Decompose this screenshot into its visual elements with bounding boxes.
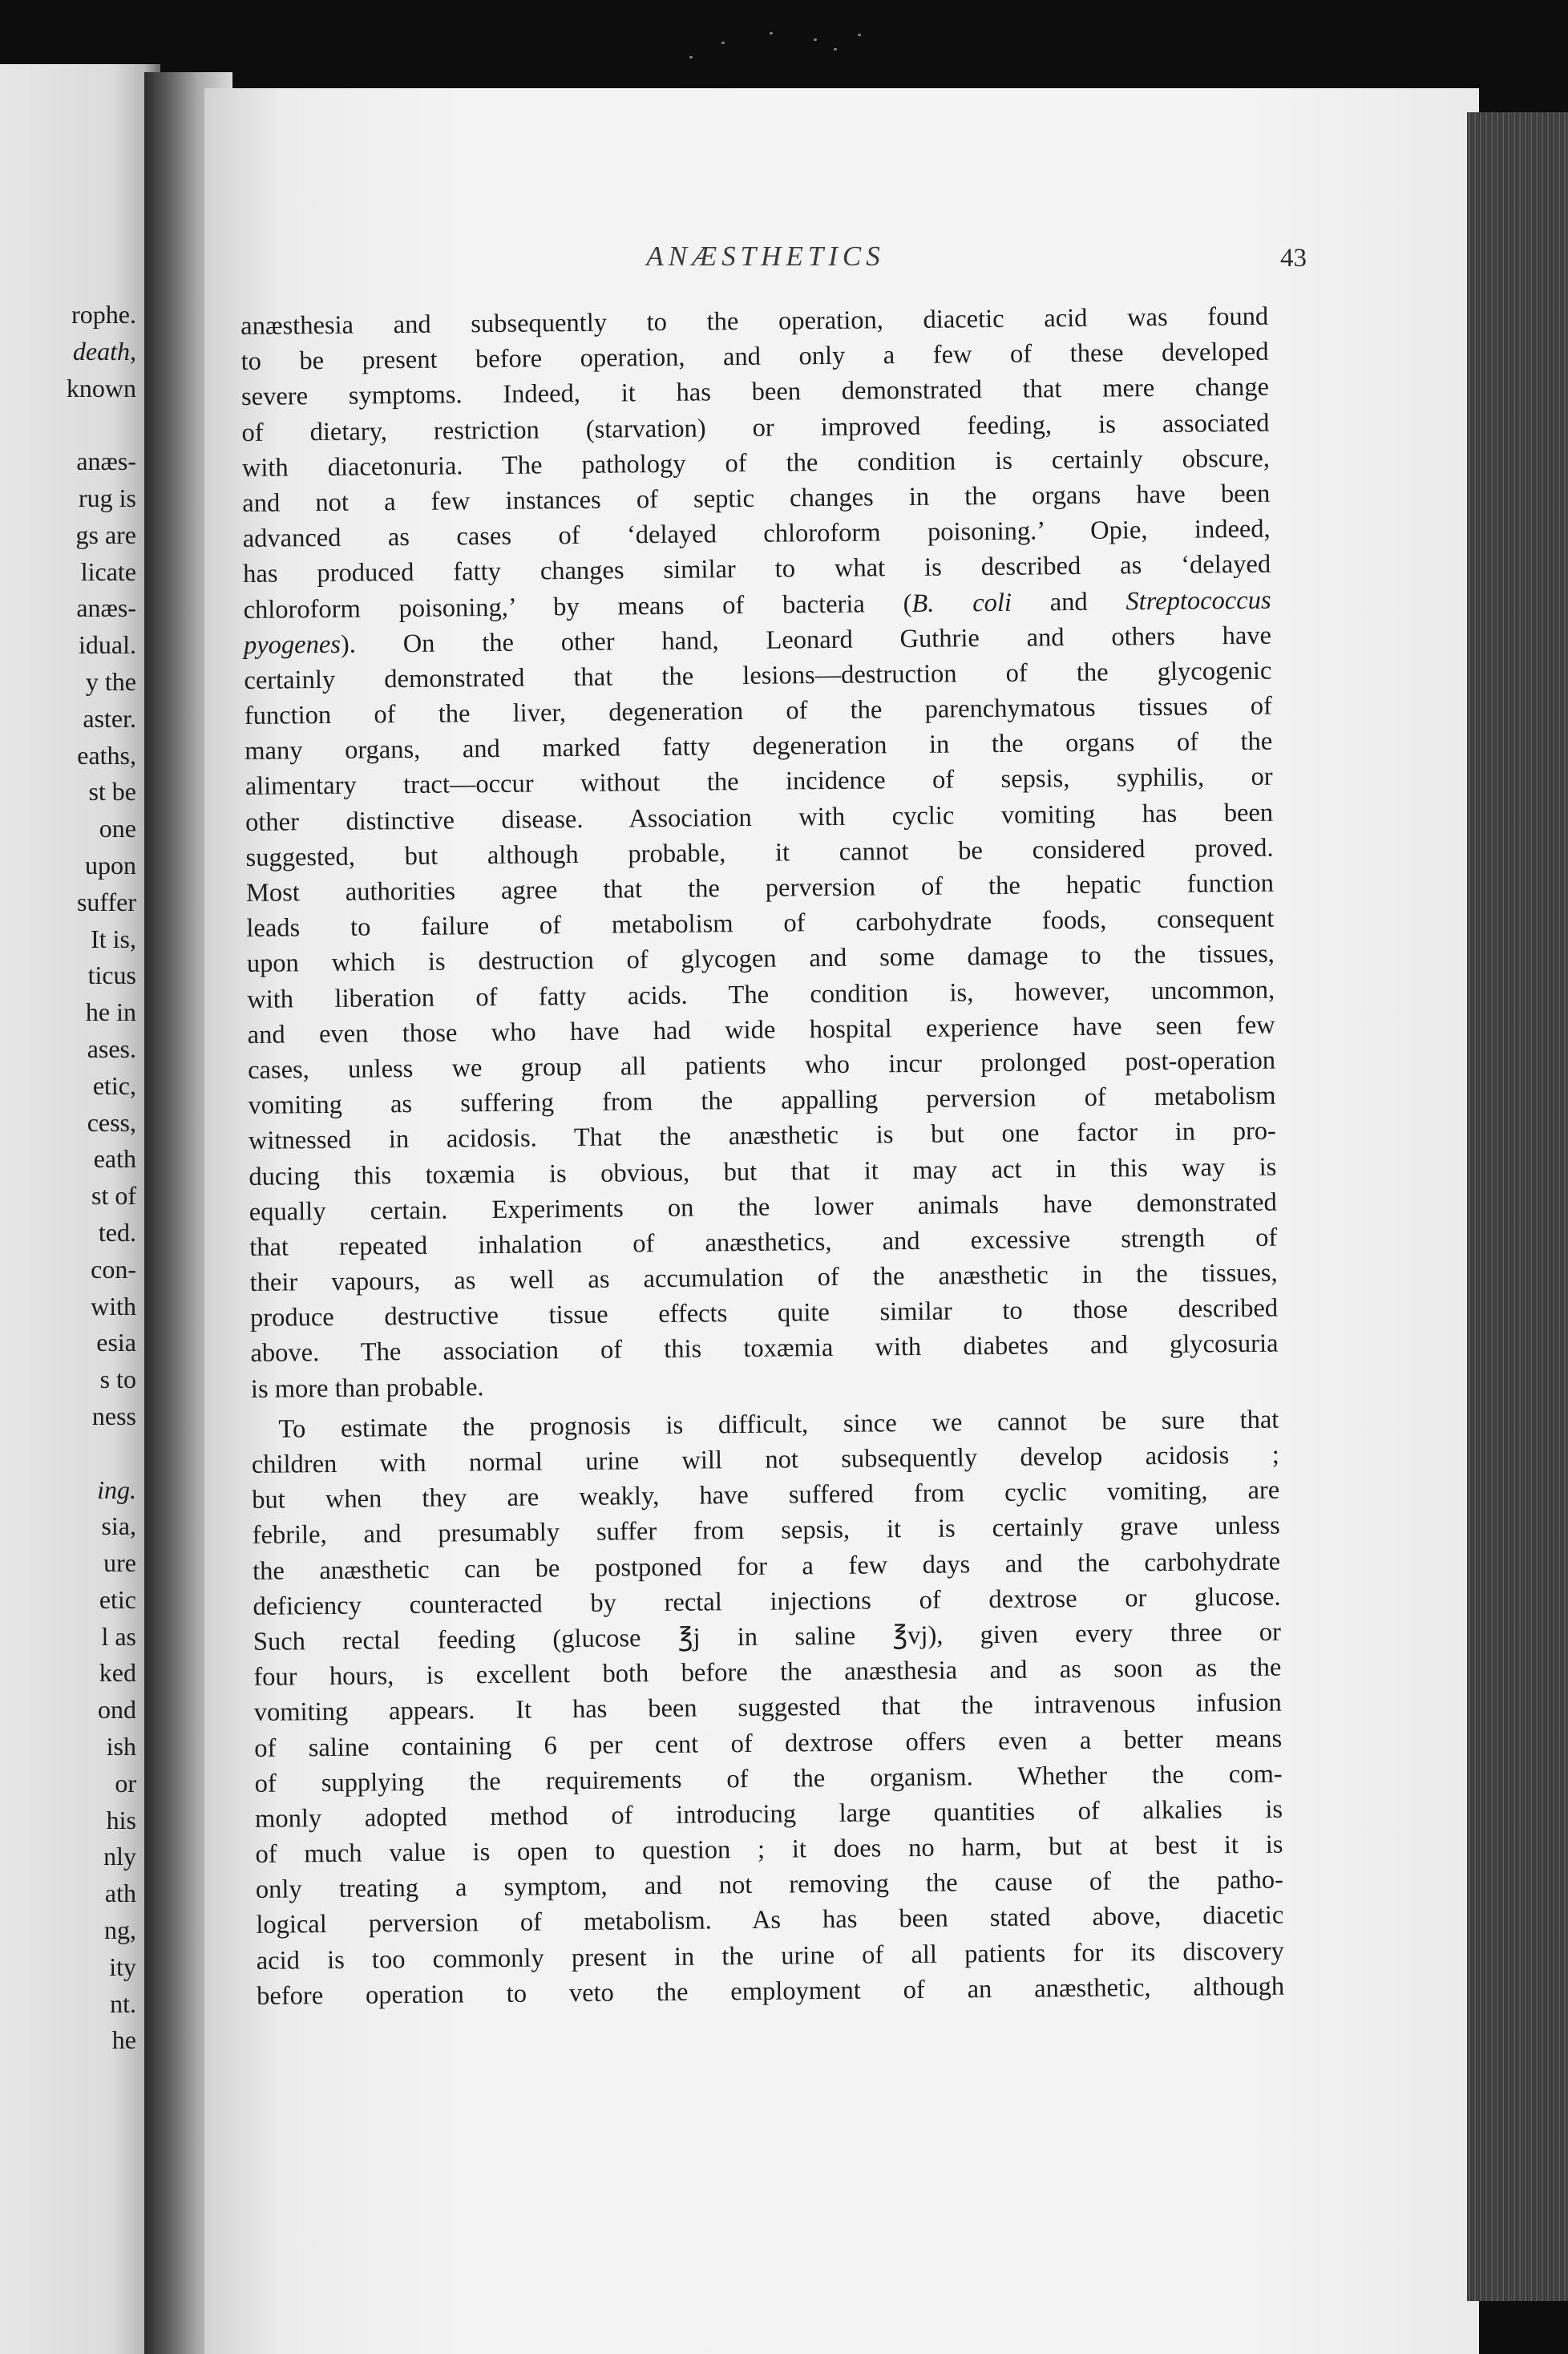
text-line: many organs, and marked fatty degeneration in the organs of the [244, 726, 1273, 766]
fragment-line: ness [91, 1401, 136, 1430]
fragment-line: ath [104, 1879, 136, 1908]
text-line: febrile, and presumably suffer from sepsis, it is certainly grave unless [252, 1511, 1280, 1551]
fragment-line: ases. [87, 1033, 136, 1063]
text-line: and even those who have had wide hospital experience have seen few [247, 1010, 1275, 1050]
fragment-line: suffer [76, 887, 136, 916]
fragment-line: y the [85, 666, 136, 696]
fragment-line: ked [99, 1658, 136, 1688]
fragment-line: s to [99, 1365, 136, 1394]
text-line: above. The association of this toxæmia with diabetes and glycosuria [250, 1329, 1279, 1369]
fragment-line: ted. [98, 1217, 136, 1247]
text-line: the anæsthetic can be postponed for a few days and the carbohydrate [252, 1547, 1281, 1586]
text-line: suggested, but although probable, it cannot be considered proved. [245, 833, 1274, 872]
fragment-line: aster. [83, 703, 136, 733]
fragment-line: etic [99, 1584, 136, 1614]
fragment-line: rophe. [71, 300, 136, 329]
running-title: ANÆSTHETICS [646, 241, 885, 272]
text-line: severe symptoms. Indeed, it has been demonstrated that mere change [240, 373, 1270, 412]
fragment-line: upon [85, 850, 136, 880]
text-segment: ). On the other hand, Leonard Guthrie and others have [340, 621, 1272, 659]
running-head [232, 241, 1307, 289]
text-line: with liberation of fatty acids. The condition is, however, uncommon, [247, 975, 1275, 1014]
text-segment: chloroform poisoning,’ by means of bacteria ( [243, 588, 912, 625]
dust-specks [673, 24, 882, 80]
text-line: vomiting appears. It has been suggested that the intravenous infusion [253, 1688, 1282, 1728]
text-line: produce destructive tissue effects quite similar to those described [249, 1293, 1279, 1333]
text-line: Such rectal feeding (glucose ℥j in saline ℥vj), given every three or [253, 1617, 1282, 1656]
text-line: upon which is destruction of glycogen and some damage to the tissues, [246, 940, 1275, 979]
text-line: deficiency counteracted by rectal injections of dextrose or glucose. [253, 1582, 1281, 1621]
species-name: Streptococcus [1125, 585, 1271, 616]
text-line: logical perversion of metabolism. As has been stated above, diacetic [256, 1901, 1284, 1940]
text-line: and not a few instances of septic changes in the organs have been [242, 479, 1271, 518]
text-line: has produced fatty changes similar to what is described as ‘delayed [243, 549, 1271, 589]
fragment-line: eath [93, 1144, 136, 1174]
fragment-line: con- [91, 1254, 136, 1284]
text-line: leads to failure of metabolism of carbohydrate foods, consequent [246, 904, 1275, 944]
text-line: alimentary tract—occur without the incidence of sepsis, syphilis, or [244, 762, 1273, 802]
text-line: only treating a symptom, and not removing the cause of the patho- [255, 1865, 1284, 1905]
fragment-line: ng, [104, 1915, 136, 1945]
fragment-line: eaths, [77, 740, 136, 770]
paragraph-1 [240, 299, 1279, 1407]
text-line: advanced as cases of ‘delayed chloroform poisoning.’ Opie, indeed, [242, 514, 1271, 554]
fragment-line: he in [85, 997, 136, 1027]
fragment-line: with [91, 1291, 136, 1321]
fragment-line: anæs- [76, 593, 136, 623]
fragment-line: anæs- [76, 447, 136, 476]
fragment-line: ing. [97, 1474, 136, 1504]
body-text [240, 299, 1284, 2014]
fragment-line [0, 1435, 136, 1472]
species-name: pyogenes [243, 629, 341, 660]
fragment-line: st be [88, 777, 136, 807]
text-line: function of the liver, degeneration of the parenchymatous tissues of [244, 691, 1272, 731]
text-line: of dietary, restriction (starvation) or improved feeding, is associated [241, 408, 1270, 447]
text-line: other distinctive disease. Association with cyclic vomiting has been [244, 798, 1274, 837]
fragment-line: ticus [87, 961, 136, 990]
text-line: monly adopted method of introducing large quantities of alkalies is [254, 1794, 1283, 1834]
fragment-line: st of [91, 1181, 136, 1211]
text-line: cases, unless we group all patients who incur prolonged post-operation [247, 1046, 1276, 1085]
fragment-line: ond [98, 1695, 136, 1725]
fragment-line: idual. [79, 630, 136, 660]
text-line: certainly demonstrated that the lesions—destruction of the glycogenic [244, 656, 1272, 695]
fragment-line: known [66, 373, 136, 402]
fragment-line: cess, [87, 1107, 136, 1137]
fragment-line: his [106, 1805, 136, 1834]
fragment-line: l as [101, 1621, 136, 1651]
text-line: before operation to veto the employment of an anæsthetic, although [257, 1972, 1285, 2011]
text-line: of supplying the requirements of the organism. Whether the com- [254, 1759, 1283, 1798]
text-line: acid is too commonly present in the urine of all patients for its discovery [256, 1936, 1284, 1976]
fragment-line: one [99, 814, 136, 843]
text-line: Most authorities agree that the perversion of the hepatic function [245, 868, 1275, 908]
text-line: ducing this toxæmia is obvious, but that it may act in this way is [249, 1152, 1277, 1191]
fragment-line: ure [103, 1548, 136, 1578]
fragment-line: esia [96, 1328, 136, 1357]
text-line: To estimate the prognosis is difficult, since we cannot be sure that [278, 1405, 1279, 1444]
text-line: anæsthesia and subsequently to the operation, diacetic acid was found [240, 301, 1269, 341]
fragment-line: It is, [91, 924, 136, 953]
fragment-line: gs are [75, 520, 136, 549]
text-line: with diacetonuria. The pathology of the condition is certainly obscure, [241, 443, 1271, 483]
fragment-line [0, 406, 136, 443]
species-name: B. coli [911, 588, 1012, 618]
text-line: vomiting as suffering from the appalling perversion of metabolism [248, 1081, 1276, 1121]
text-line: to be present before operation, and only a few of these developed [240, 337, 1269, 377]
text-line: four hours, is excellent both before the anæsthesia and as soon as the [253, 1652, 1282, 1693]
fragment-line: licate [80, 556, 136, 586]
fragment-line: or [115, 1768, 136, 1798]
fragment-line: nt. [110, 1988, 136, 2018]
fragment-line: nly [103, 1842, 136, 1871]
text-segment: and [1011, 586, 1126, 617]
fragment-line: he [111, 2025, 136, 2055]
text-line: but when they are weakly, have suffered from cyclic vomiting, are [252, 1475, 1280, 1515]
fragment-line: rug is [79, 483, 136, 512]
text-line: witnessed in acidosis. That the anæsthetic is but one factor in pro- [248, 1116, 1277, 1156]
fragment-line: ish [106, 1732, 136, 1761]
text-line: is more than probable. [250, 1372, 484, 1404]
text-line: their vapours, as well as accumulation of the anæsthetic in the tissues, [249, 1258, 1278, 1298]
fragment-line: sia, [101, 1511, 136, 1541]
paragraph-2 [251, 1401, 1284, 2013]
facing-left-page [0, 64, 160, 2354]
page-number: 43 [1280, 244, 1307, 273]
text-line: of much value is open to question ; it does no harm, but at best it is [255, 1830, 1283, 1869]
page-edges [1467, 112, 1568, 2301]
text-line: that repeated inhalation of anæsthetics, and excessive strength of [249, 1223, 1278, 1262]
text-line: equally certain. Experiments on the lower animals have demonstrated [249, 1187, 1277, 1227]
text-line: children with normal urine will not subsequently develop acidosis ; [251, 1440, 1279, 1479]
fragment-line: death, [72, 336, 136, 366]
text-line: of saline containing 6 per cent of dextrose offers even a better means [254, 1724, 1283, 1763]
left-page-fragments [0, 297, 136, 2059]
fragment-line: etic, [92, 1070, 136, 1100]
fragment-line: ity [109, 1952, 136, 1981]
